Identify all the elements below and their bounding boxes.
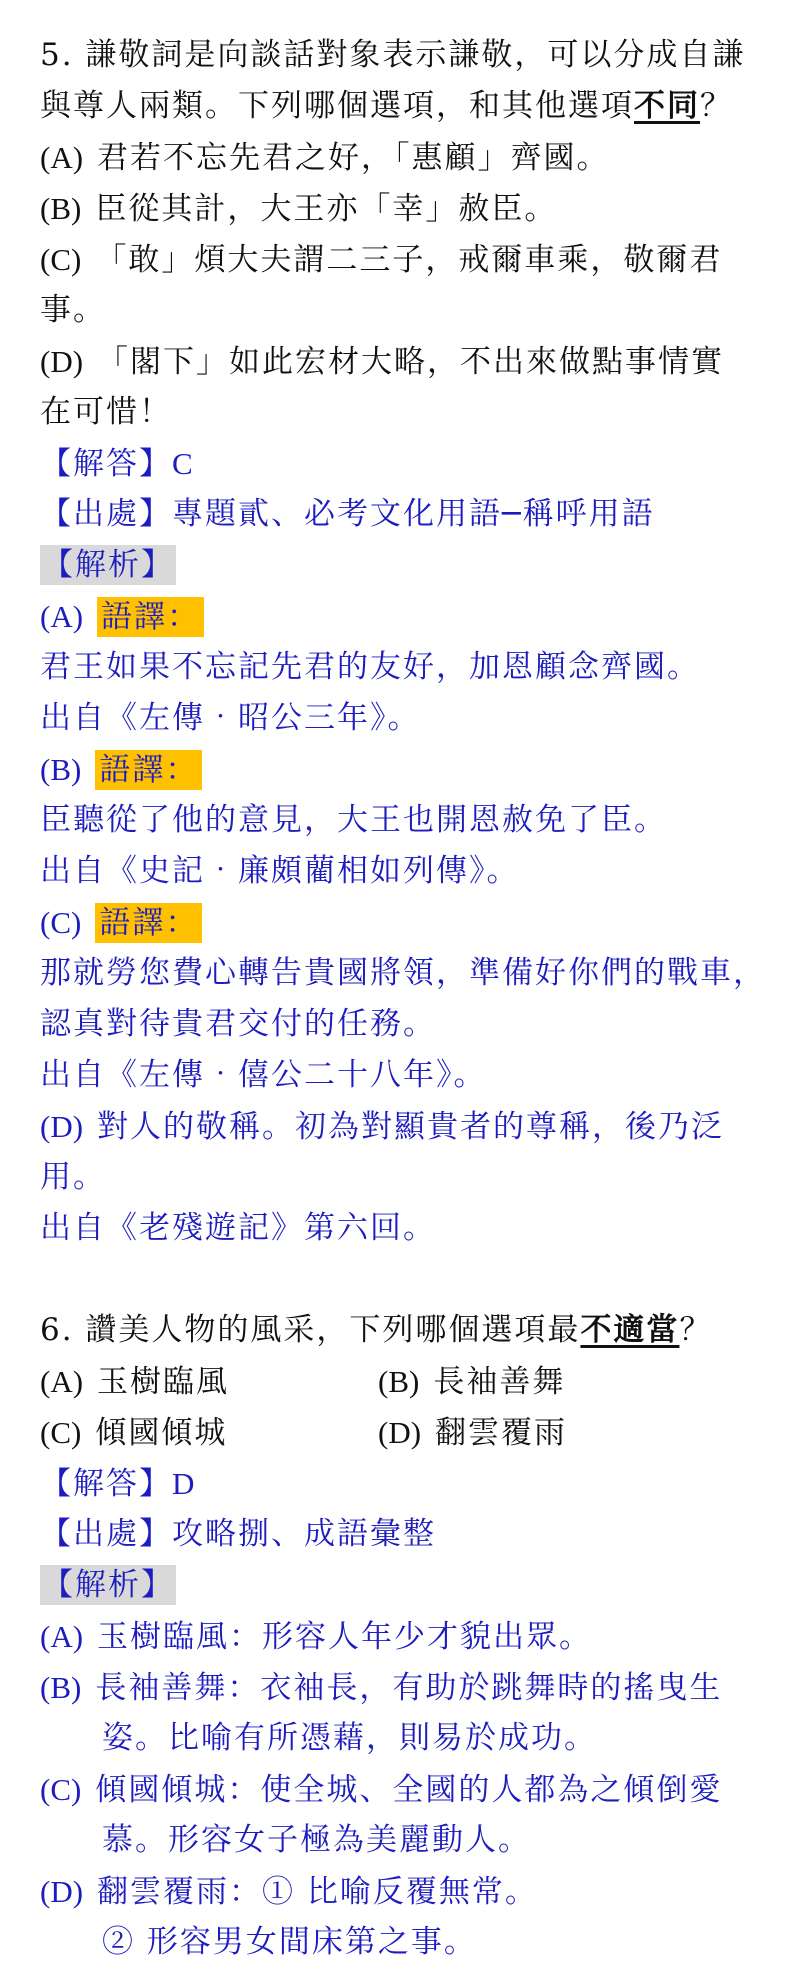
option-label: (A) [40,1364,84,1399]
q6-source [40,1509,770,1560]
option-label: (C) [40,1415,82,1450]
analysis-label: (C) [40,905,82,940]
q6-analysis-b [40,1662,770,1713]
option-label: (A) [40,140,84,175]
q5-option-d [40,336,770,387]
q5-option-a [40,132,770,183]
q5-stem-line-1: 5. 謙敬詞是向談話對象表示謙敬，可以分成自謙 [40,37,746,73]
q5-stem-line-2 [40,81,770,132]
analysis-label: (D) [40,1109,84,1144]
option-text: 翻雲覆雨 [435,1415,568,1451]
option-text: 君若不忘先君之好，「惠顧」齊國。 [97,140,610,176]
option-text: 傾國傾城 [95,1415,228,1451]
q6-options-row-1 [40,1356,770,1407]
analysis-label: (A) [40,599,84,634]
answer-tag: 【解答】 [40,1466,172,1502]
analysis-label: (A) [40,1619,84,1654]
q6-analysis-c [40,1764,770,1815]
q6-stem-mark: ？ [679,1312,713,1348]
option-label: (B) [40,191,82,226]
q6-analysis-heading [40,1560,770,1611]
q6-options-row-2 [40,1407,770,1458]
translation-tag: 語譯： [95,903,202,943]
answer-value: C [172,446,193,481]
answer-value: D [172,1466,195,1501]
translation-tag: 語譯： [95,750,202,790]
q5-analysis-c-source: 出自《左傳‧僖公二十八年》。 [40,1057,487,1093]
q5-stem-text: 與尊人兩類。下列哪個選項，和其他選項 [40,88,634,124]
q5-source [40,489,770,540]
q6-option-b [378,1356,716,1407]
q5-option-d-cont: 在可惜！ [40,394,172,430]
analysis-label: (B) [40,752,82,787]
q5-analysis-d [40,1101,770,1152]
source-value: 攻略捌、成語彙整 [172,1516,436,1552]
analysis-text: 對人的敬稱。初為對顯貴者的尊稱，後乃泛 [97,1109,725,1145]
q5-analysis-c-text-2: 認真對待貴君交付的任務。 [40,1006,436,1042]
option-label: (D) [378,1415,422,1450]
q5-option-c [40,234,770,285]
q5-answer [40,438,770,489]
q5-analysis-d-source: 出自《老殘遊記》第六回。 [40,1210,436,1246]
q5-analysis-heading [40,540,770,591]
translation-tag: 語譯： [97,597,204,637]
q5-stem-emphasis: 不同 [634,88,700,124]
q5-analysis-c-text-1: 那就勞您費心轉告貴國將領，準備好你們的戰車， [40,955,766,991]
analysis-text: 玉樹臨風：形容人年少才貌出眾。 [97,1619,593,1655]
q5-analysis-b-source: 出自《史記‧廉頗藺相如列傳》。 [40,853,520,889]
q6-option-a [40,1356,378,1407]
question-spacer [40,1254,770,1305]
q5-analysis-d-cont: 用。 [40,1159,106,1195]
q6-analysis-d-cont: ② 形容男女間床第之事。 [102,1924,477,1960]
option-label: (C) [40,242,82,277]
source-value: 專題貳、必考文化用語─稱呼用語 [172,496,655,532]
q5-analysis-a-source: 出自《左傳‧昭公三年》。 [40,700,421,736]
q6-answer [40,1458,770,1509]
source-tag: 【出處】 [40,1516,172,1552]
analysis-text: 翻雲覆雨：① 比喻反覆無常。 [97,1874,538,1910]
q6-analysis-b-cont: 姿。比喻有所憑藉，則易於成功。 [102,1720,597,1756]
q5-analysis-a [40,591,770,642]
q6-analysis-a [40,1611,770,1662]
q5-stem-mark: ？ [700,88,733,124]
q6-analysis-c-cont: 慕。形容女子極為美麗動人。 [102,1822,531,1858]
q6-analysis-d [40,1866,770,1917]
option-text: 長袖善舞 [433,1364,566,1400]
option-label: (B) [378,1364,420,1399]
q6-option-d [378,1407,716,1458]
q5-analysis-b [40,744,770,795]
q6-stem-text: 6. 讚美人物的風采，下列哪個選項最 [40,1312,581,1348]
analysis-text: 長袖善舞：衣袖長，有助於跳舞時的搖曳生 [95,1670,723,1706]
option-text: 「敢」煩大夫謂二三子，戒爾車乘，敬爾君 [95,242,723,278]
q5-analysis-c [40,897,770,948]
answer-tag: 【解答】 [40,446,172,482]
analysis-label: (C) [40,1772,82,1807]
analysis-tag: 【解析】 [42,547,174,583]
analysis-label: (D) [40,1874,84,1909]
option-text: 玉樹臨風 [97,1364,230,1400]
analysis-label: (B) [40,1670,82,1705]
option-text: 「閣下」如此宏材大略，不出來做點事情實 [97,344,725,380]
q5-analysis-a-text: 君王如果不忘記先君的友好，加恩顧念齊國。 [40,649,700,685]
q6-stem [40,1305,770,1356]
analysis-text: 傾國傾城：使全城、全國的人都為之傾倒愛 [95,1772,723,1808]
q6-option-c [40,1407,378,1458]
document-page [40,30,770,1968]
source-tag: 【出處】 [40,496,172,532]
option-text: 臣從其計，大王亦「幸」赦臣。 [95,191,558,227]
q6-stem-emphasis: 不適當 [580,1312,680,1348]
q5-analysis-b-text: 臣聽從了他的意見，大王也開恩赦免了臣。 [40,802,667,838]
q5-option-c-cont: 事。 [40,292,106,328]
q5-option-b [40,183,770,234]
analysis-tag: 【解析】 [42,1567,174,1603]
option-label: (D) [40,344,84,379]
